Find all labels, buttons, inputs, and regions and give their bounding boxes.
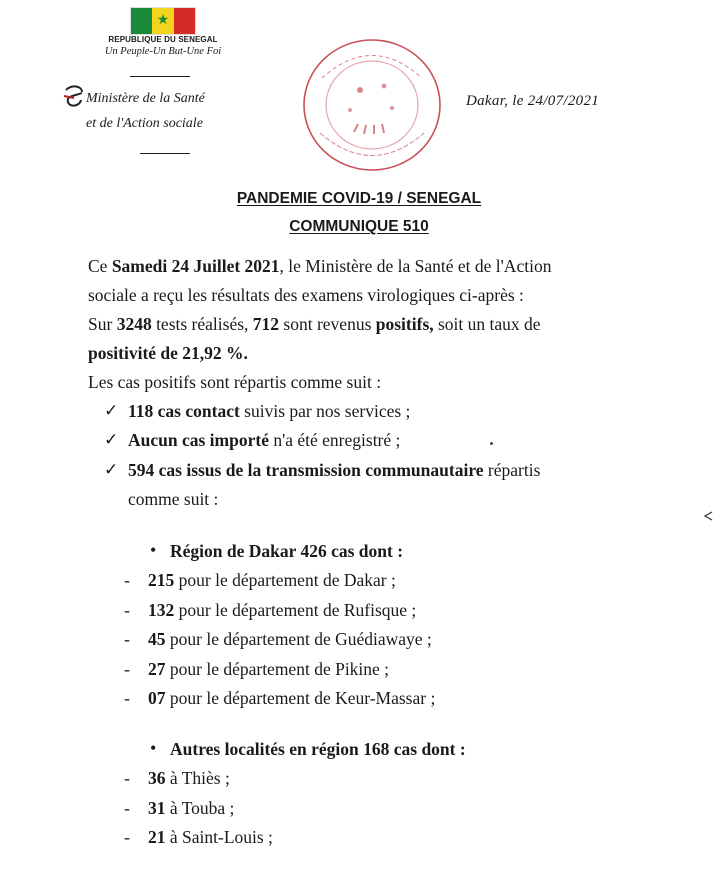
- check-icon: ✓: [104, 401, 119, 420]
- flag-yellow-stripe: [152, 8, 173, 34]
- republic-name: REPUBLIQUE DU SENEGAL: [108, 35, 218, 44]
- intro-text: Ce: [88, 256, 112, 276]
- title-line2: COMMUNIQUE 510: [289, 218, 429, 235]
- locality-text: à Touba ;: [165, 798, 235, 818]
- dash-icon: -: [124, 798, 130, 818]
- ministry-name-line1: Ministère de la Santé: [86, 91, 205, 106]
- check-icon: ✓: [104, 460, 119, 479]
- dakar-item: [148, 629, 432, 650]
- header-divider-top: [130, 76, 190, 77]
- check-item-community: [128, 460, 540, 481]
- check-text: n'a été enregistré ;: [268, 430, 401, 450]
- locality-item: [148, 827, 273, 848]
- intro-date-bold: Samedi 24 Juillet 2021: [111, 256, 280, 276]
- national-motto: Un Peuple-Un But-Une Foi: [104, 46, 222, 57]
- positivity-rate: positivité de 21,92 %.: [88, 343, 248, 363]
- title-line1: PANDEMIE COVID-19 / SENEGAL: [236, 190, 482, 207]
- dakar-item: [148, 570, 396, 591]
- flag-star-icon: ★: [156, 13, 170, 28]
- dakar-item: [148, 600, 416, 621]
- header-divider-bottom: [140, 153, 190, 154]
- department-text: pour le département de Keur-Massar ;: [165, 688, 436, 708]
- locality-text: à Thiès ;: [165, 768, 230, 788]
- intro-text: soit un taux de: [433, 314, 541, 334]
- locality-item: [148, 798, 234, 819]
- case-count: 45: [148, 629, 166, 649]
- official-stamp: [302, 38, 442, 172]
- check-item-community-line2: comme suit :: [128, 489, 219, 509]
- dash-icon: -: [124, 688, 130, 708]
- dash-icon: -: [124, 827, 130, 847]
- department-text: pour le département de Rufisque ;: [174, 600, 417, 620]
- others-heading: [170, 739, 466, 760]
- imported-bold: Aucun cas importé: [128, 430, 269, 450]
- case-count: 36: [148, 768, 166, 788]
- scan-mark: [702, 510, 714, 522]
- dash-icon: -: [124, 570, 130, 590]
- dash-icon: -: [124, 629, 130, 649]
- others-heading-text: Autres localités en région 168 cas dont :: [170, 739, 466, 759]
- bullet-icon: •: [150, 540, 157, 560]
- intro-text: Sur: [88, 314, 117, 334]
- ministry-logo-icon: [62, 84, 86, 112]
- check-icon: ✓: [104, 430, 119, 449]
- department-text: pour le département de Dakar ;: [174, 570, 396, 590]
- document-date: Dakar, le 24/07/2021: [466, 93, 600, 109]
- flag-red-stripe: [174, 8, 195, 34]
- dakar-heading: [170, 541, 403, 562]
- intro-line4: [88, 343, 248, 364]
- intro-text: sont revenus: [279, 314, 376, 334]
- bullet-icon: •: [150, 738, 157, 758]
- intro-line1: [88, 256, 551, 277]
- dakar-item: [148, 659, 389, 680]
- intro-line5: Les cas positifs sont répartis comme suit :: [88, 372, 382, 392]
- case-count: 31: [148, 798, 166, 818]
- dash-icon: -: [124, 600, 130, 620]
- intro-line3: [88, 314, 541, 335]
- scan-speck: [490, 442, 493, 445]
- intro-text: tests réalisés,: [151, 314, 253, 334]
- case-count: 215: [148, 570, 175, 590]
- dakar-item: [148, 688, 435, 709]
- locality-text: à Saint-Louis ;: [165, 827, 273, 847]
- case-count: 132: [148, 600, 175, 620]
- case-count: 27: [148, 659, 166, 679]
- locality-item: [148, 768, 230, 789]
- check-item-imported: [128, 430, 400, 451]
- flag-green-stripe: [131, 8, 152, 34]
- case-count: 21: [148, 827, 166, 847]
- check-item-contacts: [128, 401, 410, 422]
- check-text: suivis par nos services ;: [239, 401, 411, 421]
- positive-word: positifs,: [375, 314, 434, 334]
- positive-count: 712: [252, 314, 280, 334]
- ministry-name-line2: et de l'Action sociale: [86, 116, 203, 131]
- dash-icon: -: [124, 659, 130, 679]
- check-text: répartis: [483, 460, 541, 480]
- contacts-bold: 118 cas contact: [128, 401, 240, 421]
- case-count: 07: [148, 688, 166, 708]
- senegal-flag: [130, 7, 196, 35]
- dash-icon: -: [124, 768, 130, 788]
- community-bold: 594 cas issus de la transmission communautaire: [128, 460, 484, 480]
- department-text: pour le département de Pikine ;: [165, 659, 390, 679]
- intro-text: , le Ministère de la Santé et de l'Action: [279, 256, 552, 276]
- department-text: pour le département de Guédiawaye ;: [165, 629, 432, 649]
- dakar-heading-text: Région de Dakar 426 cas dont :: [170, 541, 404, 561]
- intro-line2: sociale a reçu les résultats des examens virologiques ci-après :: [88, 285, 524, 305]
- tests-count: 3248: [116, 314, 152, 334]
